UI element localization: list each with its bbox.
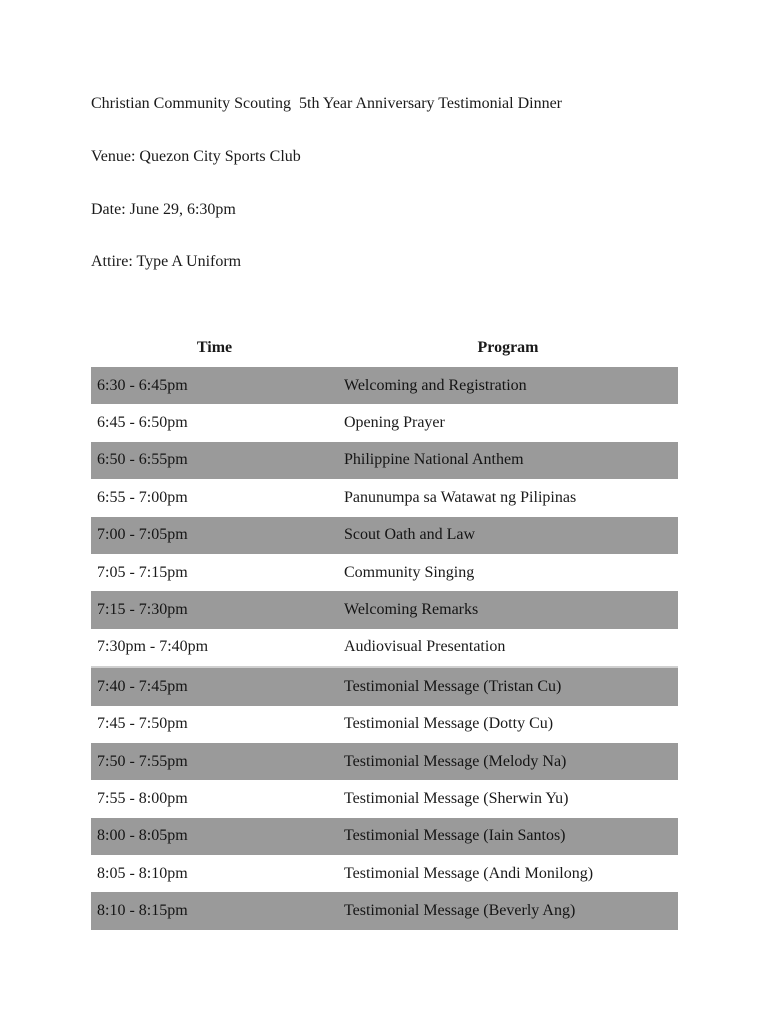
- time-cell: 7:50 - 7:55pm: [91, 743, 338, 780]
- program-cell: Scout Oath and Law: [338, 517, 678, 554]
- program-cell: Welcoming and Registration: [338, 367, 678, 404]
- time-cell: 8:05 - 8:10pm: [97, 864, 188, 882]
- program-cell: Opening Prayer: [344, 414, 445, 432]
- program-schedule-table: [91, 329, 678, 930]
- program-cell: Testimonial Message (Andi Monilong): [344, 864, 594, 882]
- table-row: [91, 367, 678, 404]
- time-cell: 7:40 - 7:45pm: [91, 667, 338, 705]
- table-row: [91, 855, 678, 892]
- program-cell: Philippine National Anthem: [338, 442, 678, 479]
- table-row: [91, 818, 678, 855]
- table-row: [91, 743, 678, 780]
- time-cell: 7:00 - 7:05pm: [91, 517, 338, 554]
- table-row: [91, 667, 678, 705]
- date-line: Date: June 29, 6:30pm: [91, 201, 236, 218]
- table-row: [91, 479, 678, 516]
- program-cell: Welcoming Remarks: [338, 591, 678, 628]
- time-cell: 7:45 - 7:50pm: [97, 715, 188, 733]
- program-cell: Testimonial Message (Sherwin Yu): [344, 789, 569, 807]
- event-title: Christian Community Scouting 5th Year Anniversary Testimonial Dinner: [91, 95, 562, 112]
- time-cell: 6:30 - 6:45pm: [91, 367, 338, 404]
- program-cell: Testimonial Message (Tristan Cu): [338, 667, 678, 705]
- table-row: [91, 629, 678, 667]
- table-header-row: [91, 329, 678, 367]
- table-row: [91, 554, 678, 591]
- program-cell: Community Singing: [344, 563, 475, 581]
- time-cell: 8:10 - 8:15pm: [91, 892, 338, 929]
- table-row: [91, 892, 678, 929]
- venue-line: Venue: Quezon City Sports Club: [91, 148, 301, 165]
- time-cell: 7:15 - 7:30pm: [91, 591, 338, 628]
- time-cell: 7:30pm - 7:40pm: [91, 629, 338, 667]
- program-cell: Audiovisual Presentation: [338, 629, 678, 667]
- program-cell: Testimonial Message (Dotty Cu): [344, 715, 554, 733]
- program-cell: Panunumpa sa Watawat ng Pilipinas: [344, 488, 577, 506]
- column-header-time: Time: [196, 339, 233, 356]
- time-cell: 8:00 - 8:05pm: [91, 818, 338, 855]
- program-cell: Testimonial Message (Iain Santos): [338, 818, 678, 855]
- table-row: [91, 780, 678, 817]
- attire-line: Attire: Type A Uniform: [91, 253, 242, 270]
- time-cell: 6:50 - 6:55pm: [91, 442, 338, 479]
- table-row: [91, 404, 678, 441]
- table-row: [91, 442, 678, 479]
- column-header-program: Program: [477, 339, 539, 356]
- time-cell: 7:05 - 7:15pm: [97, 563, 188, 581]
- table-row: [91, 591, 678, 628]
- table-row: [91, 706, 678, 743]
- time-cell: 6:45 - 6:50pm: [97, 414, 188, 432]
- program-cell: Testimonial Message (Beverly Ang): [338, 892, 678, 929]
- table-row: [91, 517, 678, 554]
- program-cell: Testimonial Message (Melody Na): [338, 743, 678, 780]
- time-cell: 6:55 - 7:00pm: [97, 488, 188, 506]
- time-cell: 7:55 - 8:00pm: [97, 789, 188, 807]
